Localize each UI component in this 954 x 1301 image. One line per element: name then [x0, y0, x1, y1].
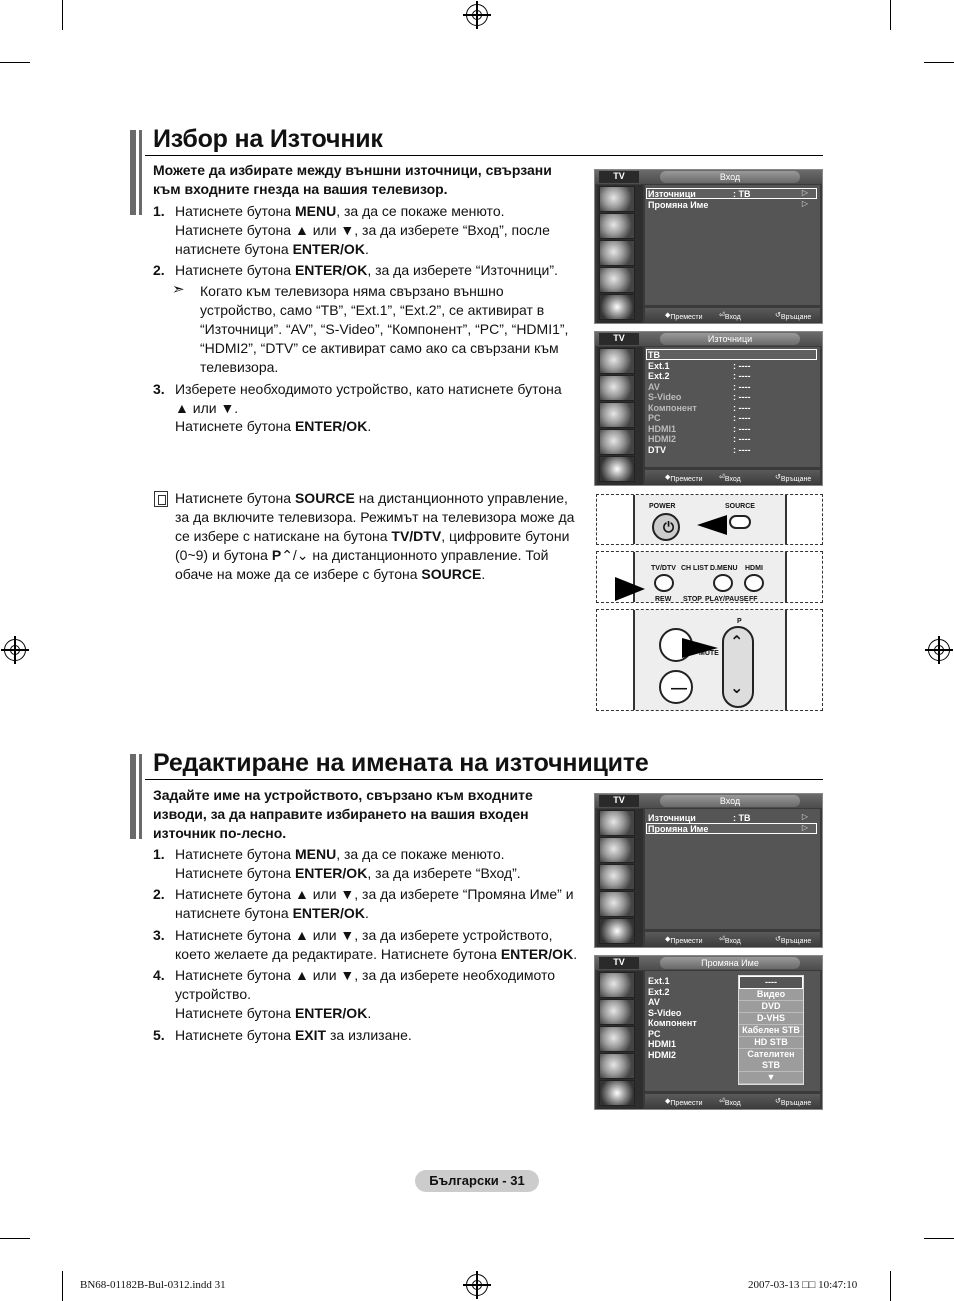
device-item[interactable]: Ext.1	[648, 976, 670, 986]
picture-icon	[599, 810, 635, 836]
step-text: натиснете бутона ENTER/OK.	[175, 905, 369, 921]
input-icon	[599, 456, 635, 482]
footer-file: BN68-01182B-Bul-0312.indd 31	[80, 1279, 226, 1291]
tv-menu-sources: TV Източници ТВ Ext.1 : ---- Ext.2 : ---- AV : ---- S-Video : ---- Компонент : ---- PC : ---- HDMI1 : ---- HDMI2 : ---- DTV : ---- ◆ Премести ⏎ Вход ↺ Връщане	[594, 331, 823, 486]
setup-icon	[599, 1053, 635, 1079]
chlist-label: CH LIST	[681, 565, 709, 572]
source-value: : ----	[733, 371, 751, 381]
channel-icon	[599, 1026, 635, 1052]
tvdtv-label: TV/DTV	[651, 565, 676, 572]
dmenu-label: D.MENU	[710, 565, 738, 572]
minus-icon: —	[671, 680, 687, 697]
note-text: телевизора.	[200, 359, 279, 375]
step-number: 1.	[153, 846, 165, 862]
source-value: : ----	[733, 392, 751, 402]
picture-icon	[599, 348, 635, 374]
registration-mark-icon	[928, 639, 950, 661]
remote-power-source	[596, 494, 823, 545]
step-text: устройство.	[175, 986, 252, 1002]
source-value: : ----	[733, 413, 751, 423]
tip-text: за да включите телевизора. Режимът на телевизора може да	[175, 509, 575, 525]
note-text: Когато към телевизора няма свързано външно	[200, 283, 504, 299]
note-arrow-icon: ➣	[172, 281, 185, 298]
source-value: : ----	[733, 444, 751, 455]
section-bar	[130, 754, 136, 839]
step-text: натиснете бутона ENTER/OK.	[175, 241, 369, 257]
device-item[interactable]: Ext.2	[648, 986, 670, 997]
rew-label: REW	[655, 596, 672, 603]
crop-mark	[0, 1238, 30, 1239]
tv-menu-input: TV Вход Източници : ТВ ▷ Промяна Име ▷ ◆ Премести ⏎ Вход ↺ Връщане	[594, 169, 823, 324]
step-number: 3.	[153, 927, 165, 943]
source-item: PC	[648, 413, 661, 423]
ff-label: FF	[749, 596, 758, 603]
tv-label: TV	[599, 795, 639, 807]
channel-icon	[599, 402, 635, 428]
tv-label: TV	[599, 333, 639, 345]
setup-icon	[599, 429, 635, 455]
source-value: : ----	[733, 423, 751, 434]
step-text: Натиснете бутона ENTER/OK, за да изберете “Вход”.	[175, 865, 521, 881]
input-icon	[599, 294, 635, 320]
remote-channel	[596, 609, 823, 711]
note-text: “Източници”. “AV”, “S-Video”, “Компонент”, “PC”, “HDMI1”,	[200, 321, 569, 337]
source-value: : ----	[733, 402, 751, 413]
section-bar	[130, 130, 136, 215]
p-label: P	[737, 618, 742, 625]
menu-value: : ТВ	[733, 813, 751, 823]
tv-menu-rename: TV Промяна Име Ext.1 Ext.2 AV S-Video Компонент PC HDMI1 HDMI2 ---- Видео DVD D-VHS Кабелен STB HD STB Сателитен STB ▼ ◆ Премести ⏎ Вход ↺ Връщане	[594, 955, 823, 1110]
registration-mark-icon	[466, 4, 488, 26]
source-item[interactable]: Ext.2	[648, 371, 670, 381]
device-item[interactable]: Компонент	[648, 1018, 697, 1028]
source-item: Компонент	[648, 402, 697, 413]
step-text: Натиснете бутона ▲ или ▼, за да изберете устройството,	[175, 927, 553, 943]
section-rule	[145, 779, 823, 780]
source-label: SOURCE	[725, 503, 755, 510]
channel-icon	[599, 864, 635, 890]
section-title: Редактиране на имената на източниците	[153, 749, 649, 777]
step-number: 2.	[153, 886, 165, 902]
menu-item[interactable]: Промяна Име	[648, 824, 709, 834]
hdmi-button[interactable]	[744, 574, 764, 592]
intro-text: към входните гнезда на вашия телевизор.	[153, 181, 448, 197]
tip-text: Натиснете бутона SOURCE на дистанционното управление,	[175, 490, 568, 506]
step-text: Натиснете бутона ▲ или ▼, за да изберете необходимото	[175, 967, 556, 983]
crop-mark	[890, 1271, 891, 1301]
menu-title: Промяна Име	[660, 957, 800, 969]
sound-icon	[599, 837, 635, 863]
menu-title: Източници	[660, 333, 800, 345]
section-bar	[139, 130, 142, 215]
rename-dropdown[interactable]	[738, 975, 804, 1085]
step-text: ▲ или ▼.	[175, 400, 239, 416]
source-button[interactable]	[729, 515, 751, 529]
footer-date: 2007-03-13 □□ 10:47:10	[748, 1279, 858, 1291]
pointer-arrow-icon	[615, 577, 645, 601]
dropdown-option[interactable]: Сателитен STB	[739, 1049, 803, 1072]
playpause-label: PLAY/PAUSE	[705, 596, 749, 603]
channel-icon	[599, 240, 635, 266]
step-text: Натиснете бутона ENTER/OK, за да изберете “Източници”.	[175, 262, 558, 278]
menu-item[interactable]: Промяна Име	[648, 200, 709, 210]
intro-text: Задайте име на устройството, свързано към входните	[153, 787, 533, 803]
step-text: Изберете необходимото устройство, като натиснете бутона	[175, 381, 562, 397]
input-icon	[599, 918, 635, 944]
dropdown-option[interactable]: ----	[739, 976, 803, 989]
step-text: Натиснете бутона ▲ или ▼, за да изберете “Вход”, после	[175, 222, 550, 238]
tv-label: TV	[599, 957, 639, 969]
tvdtv-button[interactable]	[654, 574, 674, 592]
dmenu-button[interactable]	[713, 574, 733, 592]
picture-icon	[599, 972, 635, 998]
step-text: Натиснете бутона ENTER/OK.	[175, 418, 372, 434]
device-item[interactable]: HDMI2	[648, 1049, 677, 1060]
arrow-right-icon: ▷	[801, 188, 808, 197]
stop-label: STOP	[683, 596, 702, 603]
arrow-right-icon: ▷	[801, 199, 808, 208]
power-label: POWER	[649, 503, 676, 510]
source-item[interactable]: Ext.1	[648, 360, 670, 371]
note-text: “HDMI2”, “DTV” се активират само ако са свързани към	[200, 340, 559, 356]
source-item[interactable]: ТВ	[648, 350, 660, 360]
registration-mark-icon	[4, 639, 26, 661]
menu-value: : ТВ	[733, 189, 751, 199]
intro-text: Можете да избирате между външни източници, свързани	[153, 162, 552, 178]
menu-title: Вход	[660, 795, 800, 807]
dropdown-option[interactable]: HD STB	[739, 1037, 803, 1049]
step-text: Натиснете бутона ▲ или ▼, за да изберете “Промяна Име” и	[175, 886, 574, 902]
channel-down-icon: ⌄	[730, 680, 744, 697]
hdmi-label: HDMI	[745, 565, 763, 572]
tv-menu-input-rename: TV Вход Източници : ТВ ▷ Промяна Име ▷ ◆ Премести ⏎ Вход ↺ Връщане	[594, 793, 823, 948]
power-icon: ⏻	[663, 519, 675, 535]
setup-icon	[599, 267, 635, 293]
registration-mark-icon	[466, 1274, 488, 1296]
sound-icon	[599, 213, 635, 239]
tip-text: се избере с натискане на бутона TV/DTV, цифровите бутони	[175, 528, 570, 544]
crop-mark	[62, 1271, 63, 1301]
crop-mark	[890, 0, 891, 30]
menu-title: Вход	[660, 171, 800, 183]
menu-item[interactable]: Източници	[648, 189, 696, 199]
step-text: Натиснете бутона MENU, за да се покаже менюто.	[175, 203, 505, 219]
note-icon	[154, 491, 168, 507]
source-value: : ----	[733, 381, 751, 392]
source-value: : ----	[733, 360, 751, 371]
setup-icon	[599, 891, 635, 917]
pointer-arrow-icon	[697, 515, 727, 535]
source-value: : ----	[733, 434, 751, 444]
source-item: S-Video	[648, 392, 682, 402]
pointer-arrow-icon	[682, 638, 718, 658]
tv-label: TV	[599, 171, 639, 183]
sound-icon	[599, 999, 635, 1025]
step-text: Натиснете бутона ENTER/OK.	[175, 1005, 372, 1021]
arrow-right-icon: ▷	[801, 823, 808, 832]
arrow-right-icon: ▷	[801, 812, 808, 821]
step-text: Натиснете бутона MENU, за да се покаже менюто.	[175, 846, 505, 862]
crop-mark	[0, 62, 30, 63]
remote-tvdtv	[596, 551, 823, 603]
page-number-badge: Български - 31	[415, 1170, 539, 1192]
section-rule	[145, 155, 823, 156]
crop-mark	[924, 1238, 954, 1239]
menu-item[interactable]: Източници	[648, 813, 696, 823]
device-item[interactable]: HDMI1	[648, 1039, 677, 1049]
dropdown-option[interactable]: Видео	[739, 989, 803, 1001]
step-number: 5.	[153, 1027, 165, 1043]
source-item: AV	[648, 381, 660, 392]
intro-text: изводи, за да направите избирането на вашия входен	[153, 806, 529, 822]
step-number: 3.	[153, 381, 165, 397]
crop-mark	[62, 0, 63, 30]
input-icon	[599, 1080, 635, 1106]
step-number: 4.	[153, 967, 165, 983]
source-item[interactable]: DTV	[648, 444, 666, 455]
device-item[interactable]: S-Video	[648, 1007, 682, 1018]
device-item[interactable]: AV	[648, 997, 660, 1007]
step-number: 1.	[153, 203, 165, 219]
dropdown-option[interactable]: Кабелен STB	[739, 1025, 803, 1037]
section-title: Избор на Източник	[153, 125, 383, 153]
note-text: устройство, само “ТВ”, “Ext.1”, “Ext.2”, се активират в	[200, 302, 545, 318]
dropdown-option[interactable]: DVD	[739, 1001, 803, 1013]
picture-icon	[599, 186, 635, 212]
source-item: HDMI1	[648, 423, 677, 434]
crop-mark	[924, 62, 954, 63]
tip-text: обаче на може да се избере с бутона SOURCE.	[175, 566, 486, 582]
scroll-down-icon[interactable]: ▼	[739, 1072, 803, 1084]
section-bar	[139, 754, 142, 839]
intro-text: източник по-лесно.	[153, 825, 287, 841]
channel-up-icon: ⌃	[730, 634, 744, 651]
step-number: 2.	[153, 262, 165, 278]
dropdown-option[interactable]: D-VHS	[739, 1013, 803, 1025]
device-item[interactable]: PC	[648, 1028, 661, 1039]
source-item: HDMI2	[648, 434, 677, 444]
mute-label: MUTE	[699, 650, 719, 657]
tip-text: (0~9) и бутона P⌃/⌄ на дистанционното управление. Той	[175, 547, 549, 563]
sound-icon	[599, 375, 635, 401]
step-text: Натиснете бутона EXIT за излизане.	[175, 1027, 412, 1043]
step-text: което желаете да редактирате. Натиснете бутона ENTER/OK.	[175, 946, 578, 962]
